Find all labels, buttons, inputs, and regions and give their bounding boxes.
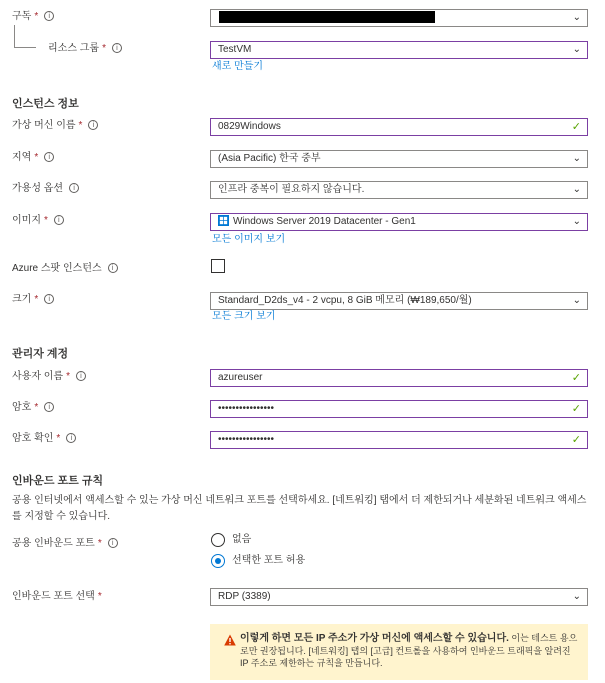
public-inbound-ports-label: 공용 인바운드 포트 * i [12,536,118,552]
password-input[interactable] [210,400,588,418]
section-admin-account: 관리자 계정 [12,348,69,360]
vm-name-input[interactable] [210,118,588,136]
size-label: 크기 * i [12,292,54,308]
info-icon[interactable]: i [112,43,122,53]
subscription-label: 구독 * i [12,9,54,25]
availability-dropdown[interactable] [210,181,588,199]
windows-icon [218,215,229,226]
username-label: 사용자 이름 * i [12,369,86,385]
resource-group-value: TestVM [218,44,252,55]
vm-name-value: 0829Windows [218,121,281,132]
info-icon[interactable]: i [54,215,64,225]
inbound-description: 공용 인터넷에서 액세스할 수 있는 가상 머신 네트워크 포트를 선택하세요. [네트워킹] 탭에서 더 제한되거나 세분화된 네트워크 액세스를 지정할 수 있습니다. [12,495,587,522]
warning-body: 이는 테스트 용으로만 권장됩니다. [네트워킹] 탭의 [고급] 컨트롤을 사용하여 인바운드 트래픽을 알려진 IP 주소로 제한하는 규칙을 만듭니다. [240,633,578,668]
password-value: •••••••••••••••• [218,403,275,414]
see-all-images-link[interactable]: 모든 이미지 보기 [212,234,286,245]
warning-icon [224,634,236,646]
check-icon: ✓ [571,402,581,415]
tree-connector [14,47,36,48]
chevron-down-icon: ⌄ [572,216,581,227]
spot-instance-label: Azure 스팟 인스턴스 i [12,261,118,277]
resource-group-dropdown[interactable] [210,41,588,59]
size-value: Standard_D2ds_v4 - 2 vcpu, 8 GiB 메모리 (₩189,650/월) [218,295,472,306]
info-icon[interactable]: i [44,402,54,412]
region-label: 지역 * i [12,150,54,166]
size-dropdown[interactable] [210,292,588,310]
radio-none[interactable] [211,533,225,547]
region-value: (Asia Pacific) 한국 중부 [218,153,321,164]
username-value: azureuser [218,372,263,383]
region-dropdown[interactable] [210,150,588,168]
radio-none-label: 없음 [232,534,252,545]
confirm-password-input[interactable] [210,431,588,449]
select-inbound-ports-dropdown[interactable] [210,588,588,606]
info-icon[interactable]: i [69,183,79,193]
spot-instance-checkbox[interactable] [211,259,225,273]
info-icon[interactable]: i [108,538,118,548]
chevron-down-icon: ⌄ [572,184,581,195]
warning-banner [210,624,588,680]
resource-group-label: 리소스 그룹 * i [48,41,122,57]
availability-value: 인프라 중복이 필요하지 않습니다. [218,184,365,195]
availability-label: 가용성 옵션 i [12,181,79,197]
confirm-password-label: 암호 확인 * i [12,431,76,447]
username-input[interactable] [210,369,588,387]
info-icon[interactable]: i [108,263,118,273]
create-new-resource-group-link[interactable]: 새로 만들기 [212,61,264,72]
image-dropdown[interactable] [210,213,588,231]
chevron-down-icon: ⌄ [572,12,581,23]
chevron-down-icon: ⌄ [572,153,581,164]
info-icon[interactable]: i [44,152,54,162]
image-value: Windows Server 2019 Datacenter - Gen1 [233,216,416,227]
info-icon[interactable]: i [76,371,86,381]
info-icon[interactable]: i [44,11,54,21]
check-icon: ✓ [571,120,581,133]
see-all-sizes-link[interactable]: 모든 크기 보기 [212,311,276,322]
check-icon: ✓ [571,371,581,384]
section-inbound-port-rules: 인바운드 포트 규칙 [12,475,104,487]
tree-connector [14,25,15,47]
info-icon[interactable]: i [66,433,76,443]
radio-allow-selected-ports[interactable] [211,554,225,568]
password-label: 암호 * i [12,400,54,416]
radio-allow-selected-ports-label: 선택한 포트 허용 [232,555,306,566]
chevron-down-icon: ⌄ [572,44,581,55]
info-icon[interactable]: i [44,294,54,304]
section-instance-details: 인스턴스 정보 [12,98,79,110]
info-icon[interactable]: i [88,120,98,130]
chevron-down-icon: ⌄ [572,295,581,306]
redacted-value [219,11,435,23]
check-icon: ✓ [571,433,581,446]
select-inbound-ports-label: 인바운드 포트 선택 * [12,591,102,602]
select-inbound-ports-value: RDP (3389) [218,591,271,602]
subscription-dropdown[interactable] [210,9,588,27]
chevron-down-icon: ⌄ [572,591,581,602]
warning-title: 이렇게 하면 모든 IP 주소가 가상 머신에 액세스할 수 있습니다. [240,633,509,644]
confirm-password-value: •••••••••••••••• [218,434,275,445]
image-label: 이미지 * i [12,213,64,229]
vm-name-label: 가상 머신 이름 * i [12,118,98,134]
